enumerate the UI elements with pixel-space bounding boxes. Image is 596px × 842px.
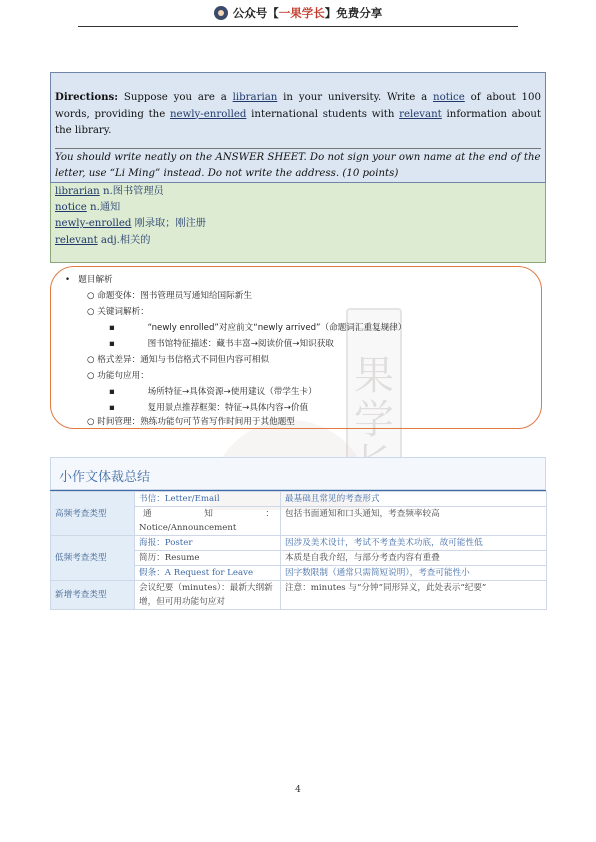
analysis-item: ○ 关键词解析： — [87, 307, 149, 317]
category-cell: 新增考查类型 — [51, 581, 135, 610]
table-row — [51, 536, 547, 551]
type-cell: 假条：A Request for Leave — [135, 566, 281, 581]
note-cell: 注意：minutes 与“分钟”同形异义，此处表示“纪要” — [281, 581, 547, 610]
analysis-box — [50, 266, 542, 429]
vocab-item: relevant adj.相关的 — [55, 234, 151, 246]
summary-header — [50, 457, 546, 490]
analysis-item: ○ 功能句应用： — [87, 371, 149, 381]
analysis-item: ○ 格式差异：通知与书信格式不同但内容可相似 — [87, 355, 270, 365]
note-cell: 因涉及美术设计，考试不考查美术功底，故可能性低 — [281, 536, 547, 551]
note-cell: 本质是自我介绍，与部分考查内容有重叠 — [281, 551, 547, 566]
page-number: 4 — [295, 785, 301, 795]
analysis-subitem: ▪ 场所特征→具体资源→使用建议（带学生卡） — [109, 387, 317, 397]
analysis-item: ○ 命题变体：图书管理员写通知给国际新生 — [87, 291, 252, 301]
table-row — [51, 492, 547, 507]
analysis-item: ○ 时间管理：熟练功能句可节省写作时间用于其他题型 — [87, 417, 295, 427]
type-cell: 书信：Letter/Email — [135, 492, 281, 507]
vocab-item: notice n.通知 — [55, 202, 121, 214]
header-text: 公众号【一果学长】免费分享 — [232, 6, 383, 20]
analysis-subitem: ▪ “newly enrolled”对应前文“newly arrived”（命题词汇重复规律） — [109, 323, 407, 333]
directions-instruction: You should write neatly on the ANSWER SHEET. Do not sign your own name at the end of the letter, use “Li Ming” instead. Do not write the address. (10 points) — [55, 151, 541, 179]
summary-table — [50, 491, 547, 610]
page-header — [0, 0, 596, 26]
category-cell: 高频考查类型 — [51, 492, 135, 536]
directions-text: Directions: Suppose you are a librarian in your university. Write a notice of about 100 words, providing the newly-enrolled international students with relevant information about the library. — [55, 91, 541, 136]
analysis-title: • 题目解析 — [65, 275, 113, 285]
category-cell: 低频考查类型 — [51, 536, 135, 581]
note-cell: 最基础且常见的考查形式 — [281, 492, 547, 507]
note-cell: 包括书面通知和口头通知，考查频率较高 — [281, 507, 547, 536]
watermark-logo: 一 果 学 — [346, 308, 402, 482]
vocab-item: newly-enrolled 刚录取；刚注册 — [55, 218, 206, 230]
type-cell: 会议纪要（minutes）：最新大纲新增，但可用功能句应对 — [135, 581, 281, 610]
analysis-subitem: ▪ 图书馆特征描述：藏书丰富→阅读价值→知识获取 — [109, 339, 334, 349]
note-cell: 因字数限制（通常只需简短说明），考查可能性小 — [281, 566, 547, 581]
type-cell: 通 知 ： Notice/Announcement — [135, 507, 281, 536]
summary-title: 小作文体裁总结 — [59, 470, 151, 485]
brand-name: 一果学长 — [278, 6, 325, 20]
directions-divider — [55, 148, 541, 149]
type-cell: 简历：Resume — [135, 551, 281, 566]
vocabulary-box — [50, 183, 546, 263]
vocab-item: librarian n.图书管理员 — [55, 186, 164, 197]
type-cell: 海报：Poster — [135, 536, 281, 551]
avatar-icon — [214, 6, 228, 20]
table-row — [51, 581, 547, 610]
directions-box — [50, 72, 546, 183]
header-divider — [78, 26, 518, 27]
analysis-subitem: ▪ 复用景点推荐框架：特征→具体内容→价值 — [109, 403, 309, 413]
